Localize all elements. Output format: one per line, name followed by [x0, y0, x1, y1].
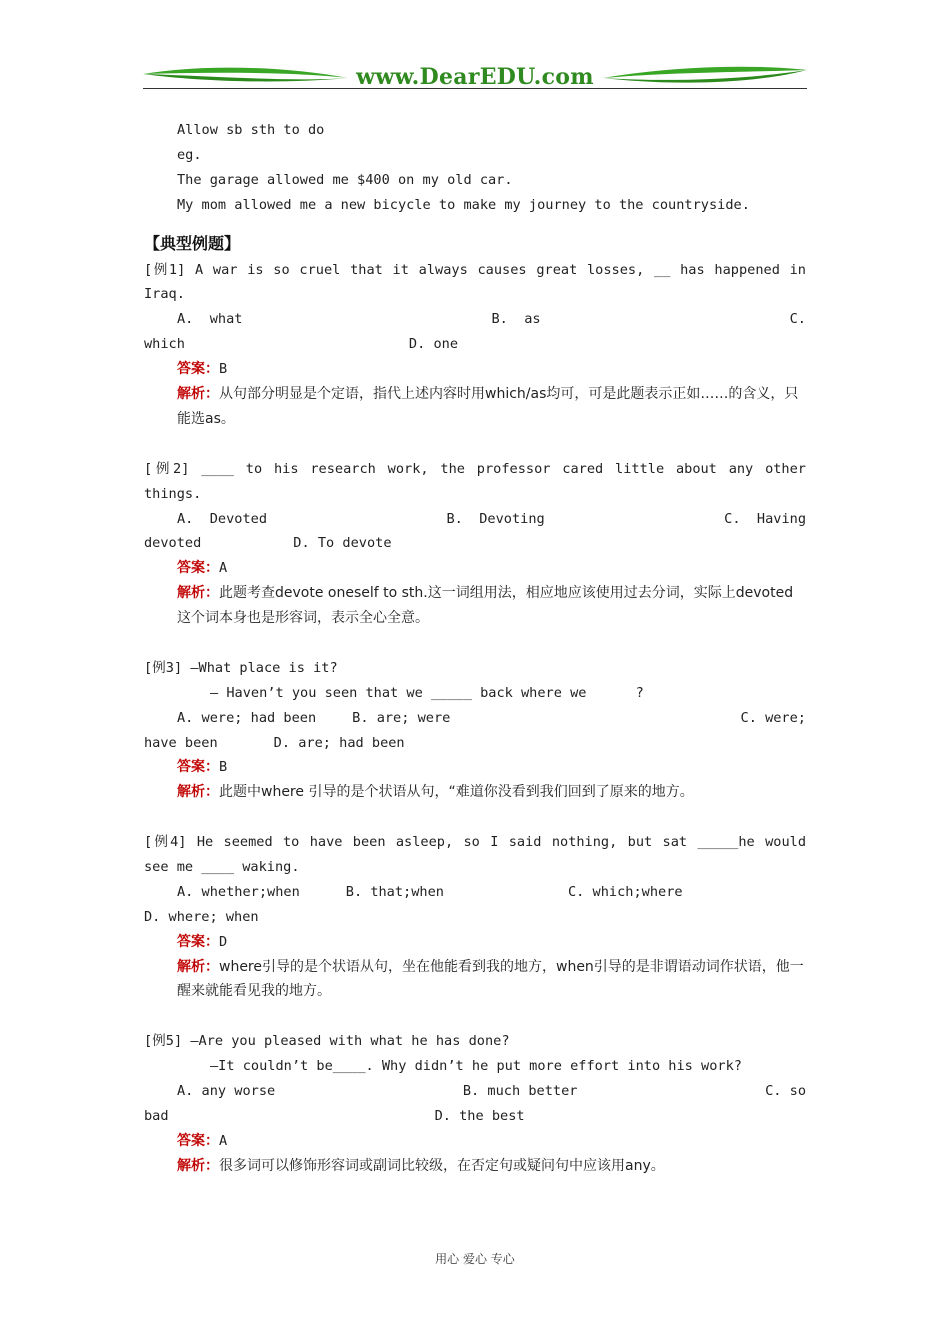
option-b: B. as [491, 311, 541, 328]
intro-line: eg. [177, 146, 202, 163]
section-title: 【典型例题】 [144, 233, 241, 253]
analysis-text: 此题考查devote oneself to sth.这一词组用法，相应地应该使用过去分词，实际上devoted这个词本身也是形容词，表示全心全意。 [177, 585, 794, 627]
answer-value: A [219, 560, 228, 577]
option-row [144, 880, 806, 905]
answer-value: B [219, 759, 228, 776]
question-line: Iraq. [144, 286, 185, 303]
analysis-line [144, 780, 806, 805]
site-title: www.DearEDU.com [356, 64, 594, 90]
option-row [144, 1079, 806, 1104]
option-c: C. were; [740, 709, 806, 726]
question-line: things. [144, 485, 202, 502]
answer-value: A [219, 1132, 228, 1149]
option-d: D. the best [434, 1107, 525, 1124]
question-line: — Haven’t you seen that we _____ back where we ? [210, 684, 644, 701]
question-line: [例5] —Are you pleased with what he has done? [144, 1033, 510, 1050]
option-row [144, 706, 806, 731]
option-a: A. were; had been [177, 709, 317, 726]
option-d: D. are; had been [273, 734, 405, 751]
answer-label: 答案： [177, 560, 219, 577]
answer-line [144, 930, 806, 955]
option-a: A. whether;when [177, 883, 300, 900]
intro-line: My mom allowed me a new bicycle to make my journey to the countryside. [177, 196, 750, 213]
analysis-text: 很多词可以修饰形容词或副词比较级，在否定句或疑问句中应该用any。 [219, 1157, 665, 1174]
question-line: [例2] ____ to his research work, the professor cared little about any other [144, 460, 806, 477]
document-body [144, 118, 806, 1179]
option-a: A. Devoted [177, 510, 268, 527]
analysis-text: 从句部分明显是个定语，指代上述内容时用which/as均可，可是此题表示正如……的含义，只能选as。 [177, 386, 799, 427]
question-line: [例3] —What place is it? [144, 659, 338, 676]
option-row [144, 307, 806, 332]
question-line: see me ____ waking. [144, 859, 300, 876]
option-b: B. Devoting [446, 510, 545, 527]
analysis-line [144, 382, 806, 432]
answer-line [144, 556, 806, 581]
answer-label: 答案： [177, 1132, 219, 1149]
option-a: A. what [177, 311, 243, 328]
option-c: C. so [765, 1083, 806, 1100]
answer-value: D [219, 933, 228, 950]
option-b: B. much better [462, 1083, 578, 1100]
intro-line: The garage allowed me $400 on my old car. [177, 171, 513, 188]
example-2 [144, 457, 806, 631]
analysis-text: where引导的是个状语从句，坐在他能看到我的地方，when引导的是非谓语动词作状语，他一醒来就能看见我的地方。 [177, 958, 804, 1000]
option-c-cont: devoted [144, 535, 202, 552]
option-c: C. Having [724, 510, 806, 527]
option-d: D. one [408, 336, 459, 353]
option-c: C. which;where [567, 883, 683, 900]
option-row [144, 332, 806, 357]
analysis-line [144, 955, 806, 1005]
analysis-label: 解析： [177, 386, 219, 403]
option-row [144, 731, 806, 756]
page-footer: 用心 爱心 专心 [435, 1252, 515, 1266]
option-c: C. [789, 311, 806, 328]
example-4 [144, 830, 806, 1004]
analysis-line [144, 1154, 806, 1179]
option-b: B. that;when [345, 883, 444, 900]
question-line: —It couldn’t be____. Why didn’t he put more effort into his work? [210, 1058, 742, 1075]
question-line: [例4] He seemed to have been asleep, so I said nothing, but sat _____he would [144, 834, 806, 851]
answer-label: 答案： [177, 361, 219, 378]
intro-line: Allow sb sth to do [177, 122, 325, 138]
analysis-label: 解析： [177, 784, 219, 801]
analysis-label: 解析： [177, 585, 219, 602]
option-c-cont: bad [144, 1107, 169, 1124]
option-d: D. where; when [144, 908, 259, 925]
option-row [144, 1104, 806, 1129]
answer-label: 答案： [177, 759, 219, 776]
option-row [144, 531, 806, 556]
option-b: B. are; were [352, 709, 451, 726]
question-line: [例1] A war is so cruel that it always causes great losses, __ has happened in [144, 261, 806, 278]
answer-value: B [219, 361, 228, 378]
example-5 [144, 1029, 806, 1178]
option-row [144, 507, 806, 532]
option-d: D. To devote [293, 535, 392, 552]
answer-label: 答案： [177, 933, 219, 950]
analysis-label: 解析： [177, 958, 219, 975]
analysis-line [144, 581, 806, 631]
example-1 [144, 258, 806, 432]
header-rule [143, 88, 807, 89]
example-3 [144, 656, 806, 805]
option-a: A. any worse [177, 1083, 276, 1100]
option-c-cont: which [144, 336, 185, 353]
answer-line [144, 357, 806, 382]
analysis-text: 此题中where 引导的是个状语从句，“难道你没看到我们回到了原来的地方。 [219, 784, 694, 801]
answer-line [144, 1129, 806, 1154]
option-c-cont: have been [144, 734, 218, 751]
analysis-label: 解析： [177, 1157, 219, 1174]
answer-line [144, 755, 806, 780]
